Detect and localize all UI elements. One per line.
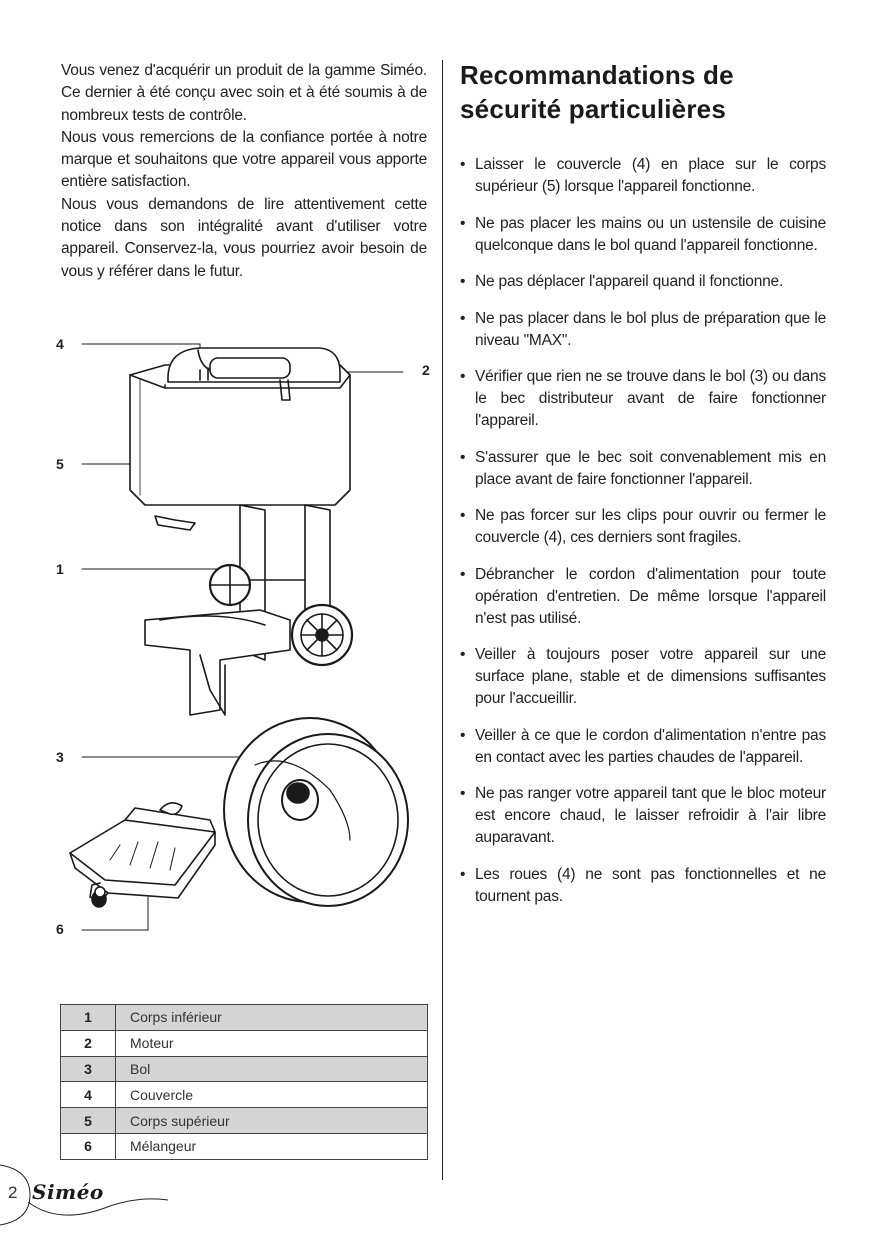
list-item-text: Ne pas forcer sur les clips pour ouvrir ou fermer le couvercle (4), ces derniers sont fragiles.	[475, 507, 826, 546]
list-item	[460, 213, 826, 257]
intro-text	[61, 60, 427, 283]
part-number: 3	[61, 1056, 116, 1082]
bullet-icon: •	[460, 507, 466, 524]
list-item	[460, 447, 826, 491]
callout-number: 6	[56, 921, 64, 937]
list-item-text: Débrancher le cordon d'alimentation pour toute opération d'entretien. De même lorsque l'appareil n'est pas utilisé.	[475, 565, 826, 627]
list-item-text: Vérifier que rien ne se trouve dans le bol (3) ou dans le bec distributeur avant de faire fonctionner l'appareil.	[475, 368, 826, 429]
part-number: 5	[61, 1108, 116, 1134]
part-number: 2	[61, 1030, 116, 1056]
part-name: Mélangeur	[116, 1133, 428, 1159]
table-row	[61, 1133, 428, 1159]
appliance-diagram	[50, 320, 440, 950]
list-item-text: S'assurer que le bec soit convenablement mis en place avant de faire fonctionner l'appareil.	[475, 448, 826, 488]
list-item-text: Veiller à ce que le cordon d'alimentation n'entre pas en contact avec les parties chaudes de l'appareil.	[475, 726, 826, 766]
table-row	[61, 1082, 428, 1108]
intro-paragraph: Vous venez d'acquérir un produit de la gamme Siméo. Ce dernier à été conçu avec soin et à été soumis à de nombreux tests de contrôle.	[61, 62, 427, 124]
part-name: Bol	[116, 1056, 428, 1082]
list-item	[460, 271, 826, 293]
bullet-icon: •	[460, 726, 466, 744]
table-row	[61, 1056, 428, 1082]
part-name: Corps inférieur	[116, 1005, 428, 1031]
list-item	[460, 783, 826, 849]
table-row	[61, 1108, 428, 1134]
appliance-illustration	[50, 320, 440, 950]
callout-number: 2	[422, 362, 430, 378]
bullet-icon: •	[460, 368, 466, 385]
bullet-icon: •	[460, 309, 466, 327]
bullet-icon: •	[460, 214, 466, 232]
safety-list	[460, 154, 826, 922]
part-name: Couvercle	[116, 1082, 428, 1108]
bullet-icon: •	[460, 785, 466, 802]
part-number: 1	[61, 1005, 116, 1031]
list-item	[460, 644, 826, 710]
list-item	[460, 564, 826, 630]
list-item-text: Ne pas placer les mains ou un ustensile de cuisine quelconque dans le bol quand l'appareil fonctionne.	[475, 214, 826, 254]
bullet-icon: •	[460, 156, 466, 173]
callout-number: 5	[56, 456, 64, 472]
table-row	[61, 1030, 428, 1056]
list-item-text: Les roues (4) ne sont pas fonctionnelles et ne tournent pas.	[475, 865, 826, 905]
callout-number: 1	[56, 561, 64, 577]
list-item-text: Ne pas ranger votre appareil tant que le bloc moteur est encore chaud, le laisser refroidir à l'air libre auparavant.	[475, 785, 826, 846]
intro-paragraph: Nous vous demandons de lire attentivement cette notice dans son intégralité avant d'utiliser votre appareil. Conservez-la, vous pourriez avoir besoin de vous y référer dans le futur.	[61, 195, 427, 280]
list-item-text: Ne pas placer dans le bol plus de préparation que le niveau "MAX".	[475, 309, 826, 349]
bullet-icon: •	[460, 273, 466, 290]
list-item-text: Ne pas déplacer l'appareil quand il fonctionne.	[475, 273, 784, 290]
column-divider	[442, 60, 443, 1180]
bullet-icon: •	[460, 865, 466, 883]
bullet-icon: •	[460, 646, 466, 663]
callout-number: 3	[56, 749, 64, 765]
list-item-text: Laisser le couvercle (4) en place sur le corps supérieur (5) lorsque l'appareil fonctionne.	[475, 156, 826, 195]
list-item	[460, 505, 826, 549]
table-row	[61, 1005, 428, 1031]
list-item	[460, 366, 826, 432]
list-item	[460, 864, 826, 908]
intro-paragraph: Nous vous remercions de la confiance portée à notre marque et souhaitons que votre appareil vous apporte entière satisfaction.	[61, 128, 427, 191]
bullet-icon: •	[460, 565, 466, 583]
page-number: 2	[8, 1183, 18, 1202]
list-item	[460, 154, 826, 198]
bullet-icon: •	[460, 448, 466, 466]
part-number: 4	[61, 1082, 116, 1108]
parts-table	[60, 1004, 428, 1160]
list-item-text: Veiller à toujours poser votre appareil sur une surface plane, stable et de dimensions suffisantes pour l'accueillir.	[475, 646, 826, 707]
part-number: 6	[61, 1133, 116, 1159]
list-item	[460, 308, 826, 352]
brand-logo: Siméo	[32, 1180, 104, 1204]
section-title: Recommandations de sécurité particulières	[460, 60, 734, 124]
part-name: Corps supérieur	[116, 1108, 428, 1134]
list-item	[460, 725, 826, 769]
callout-number: 4	[56, 336, 64, 352]
part-name: Moteur	[116, 1030, 428, 1056]
